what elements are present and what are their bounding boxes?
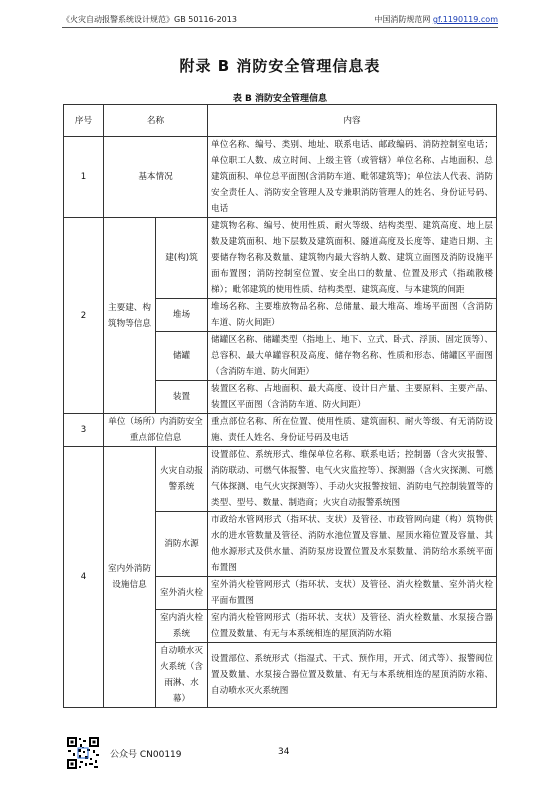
sub-name: 装置 — [156, 381, 208, 414]
row-content: 重点部位名称、所在位置、使用性质、建筑面积、耐火等级、有无消防设施、责任人姓名、身份证号码及电话 — [208, 414, 497, 447]
sub-name: 室内消火栓系统 — [156, 610, 208, 643]
sub-content: 市政给水管网形式（指环状、支状）及管径、市政管网向建（构）筑物供水的进水管数量及管径、消防水池位置及容量、屋顶水箱位置及容量、其他水源形式及供水量、消防泵房设置位置及水泵数量、消防给水系统平面布置图 — [208, 512, 497, 577]
table-row — [64, 137, 497, 218]
fire-safety-info-table — [63, 104, 497, 708]
col-header-no: 序号 — [64, 105, 104, 137]
qr-code-icon — [66, 736, 100, 770]
sub-content: 设置部位、系统形式（指湿式、干式、预作用，开式、闭式等）、报警阀位置及数量、水泵接合器位置及数量、有无与本系统相连的屋顶消防水箱、自动喷水灭火系统图 — [208, 643, 497, 708]
row-name: 室内外消防设施信息 — [104, 447, 156, 708]
table-row — [64, 414, 497, 447]
running-header — [62, 12, 498, 26]
sub-content: 室内消火栓管网形式（指环状、支状）及管径、消火栓数量、水泵接合器位置及数量、有无与本系统相连的屋顶消防水箱 — [208, 610, 497, 643]
sub-content: 室外消火栓管网形式（指环状、支状）及管径、消火栓数量、室外消火栓平面布置图 — [208, 577, 497, 610]
header-divider — [62, 27, 498, 28]
row-name: 主要建、构筑物等信息 — [104, 218, 156, 414]
sub-name: 火灾自动报警系统 — [156, 447, 208, 512]
page-number: 34 — [278, 747, 290, 757]
col-header-content: 内容 — [208, 105, 497, 137]
row-content: 单位名称、编号、类别、地址、联系电话、邮政编码、消防控制室电话；单位职工人数、成立时间、上级主管（或管辖）单位名称、占地面积、总建筑面积、单位总平面图(含消防车道、毗邻建筑等)；单位法人代表、消防安全责任人、消防安全管理人及专兼职消防管理人的姓名、身份证号码、电话 — [208, 137, 497, 218]
public-account: 公众号 CN00119 — [110, 750, 182, 760]
row-no: 2 — [64, 218, 104, 414]
sub-content: 建筑物名称、编号、使用性质、耐火等级、结构类型、建筑高度、地上层数及建筑面积、地下层数及建筑面积、隧道高度及长度等、建造日期、主要储存物名称及数量、建筑物内最大容纳人数、建筑立面图及消防设施平面布置图；消防控制室位置、安全出口的数量、位置及形式（指疏散楼梯）；毗邻建筑的使用性质、结构类型、建筑高度、与本建筑的间距 — [208, 218, 497, 299]
sub-name: 自动喷水灭火系统（含雨淋、水幕） — [156, 643, 208, 708]
row-name: 基本情况 — [104, 137, 208, 218]
sub-content: 堆场名称、主要堆放物品名称、总储量、最大堆高、堆场平面图（含消防车道、防火间距） — [208, 299, 497, 332]
header-site — [374, 14, 498, 25]
sub-content: 储罐区名称、储罐类型（指地上、地下、立式、卧式、浮顶、固定顶等）、总容积、最大单罐容积及高度、储存物名称、性质和形态、储罐区平面图（含消防车道、防火间距） — [208, 332, 497, 381]
sub-content: 设置部位、系统形式、维保单位名称、联系电话；控制器（含火灾报警、消防联动、可燃气体报警、电气火灾监控等）、探测器（含火灾探测、可燃气体探测、电气火灾探测等）、手动火灾报警按钮、消防电气控制装置等的类型、型号、数量、制造商；火灾自动报警系统图 — [208, 447, 497, 512]
header-doc-title: 《火灾自动报警系统设计规范》GB 50116-2013 — [62, 15, 237, 24]
row-name: 单位（场所）内消防安全重点部位信息 — [104, 414, 208, 447]
row-no: 4 — [64, 447, 104, 708]
header-site-name: 中国消防规范网 — [374, 15, 431, 24]
sub-name: 储罐 — [156, 332, 208, 381]
page-footer — [66, 736, 494, 776]
row-no: 3 — [64, 414, 104, 447]
table-header-row — [64, 105, 497, 137]
table-row — [64, 447, 497, 512]
sub-name: 消防水源 — [156, 512, 208, 577]
table-row — [64, 218, 497, 299]
sub-content: 装置区名称、占地面积、最大高度、设计日产量、主要原料、主要产品、装置区平面图（含消防车道、防火间距） — [208, 381, 497, 414]
sub-name: 建(构)筑 — [156, 218, 208, 299]
row-no: 1 — [64, 137, 104, 218]
appendix-title: 附录 B 消防安全管理信息表 — [179, 57, 381, 75]
sub-name: 堆场 — [156, 299, 208, 332]
table-caption: 表 B 消防安全管理信息 — [232, 94, 328, 104]
header-site-link[interactable]: gf.1190119.com — [432, 15, 498, 24]
sub-name: 室外消火栓 — [156, 577, 208, 610]
col-header-name: 名称 — [104, 105, 208, 137]
